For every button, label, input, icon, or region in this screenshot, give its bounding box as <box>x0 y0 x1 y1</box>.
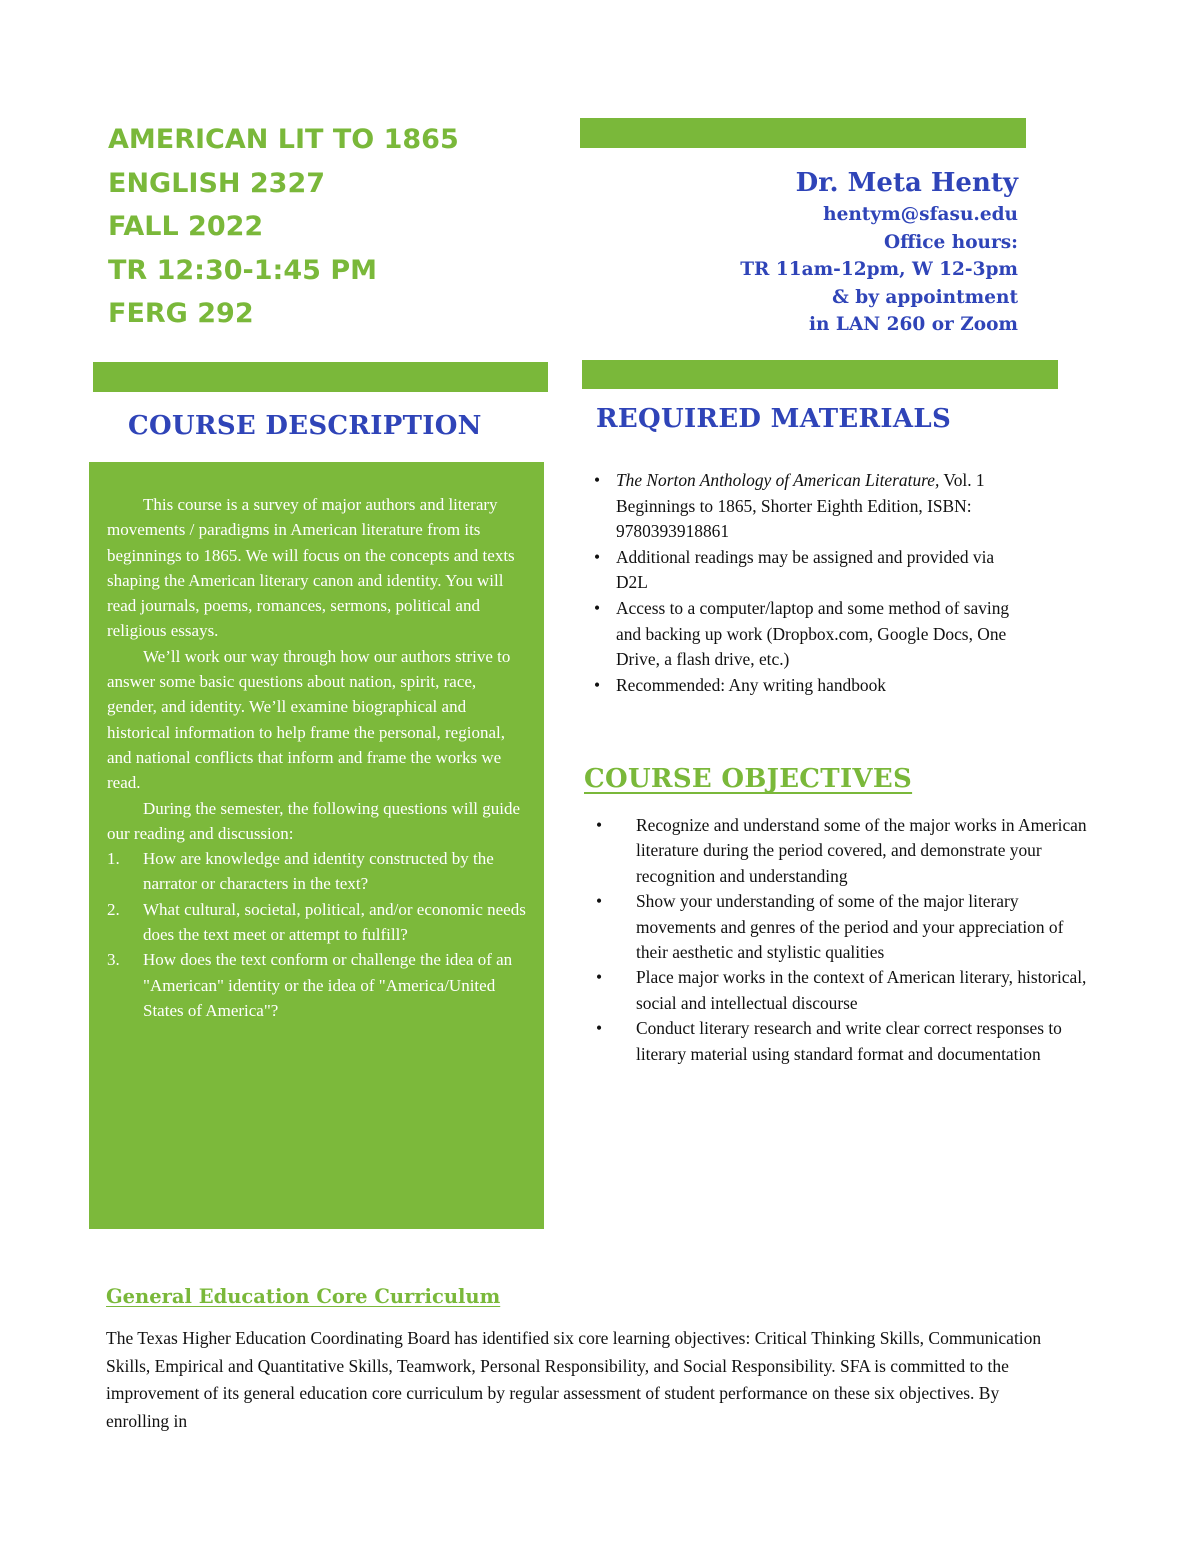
material-item <box>590 596 1030 673</box>
course-room: FERG 292 <box>108 298 254 329</box>
material-text: Access to a computer/laptop and some method of saving and backing up work (Dropbox.com, Google Docs, One Drive, a flash drive, etc.) <box>616 597 1010 670</box>
course-description-text <box>107 492 527 1023</box>
instructor-info <box>600 165 1018 339</box>
material-item <box>590 545 1030 596</box>
course-title: AMERICAN LIT TO 1865 <box>108 124 459 155</box>
guiding-question <box>107 846 527 897</box>
textbook-title: The Norton Anthology of American Literature, <box>616 470 940 490</box>
top-right-divider <box>580 118 1026 148</box>
guiding-questions-list <box>107 846 527 1023</box>
left-section-divider <box>93 362 548 392</box>
bullet-icon: • <box>596 815 603 835</box>
bullet-icon: • <box>596 891 603 912</box>
question-number: 1. <box>107 849 120 869</box>
bullet-icon: • <box>596 1018 603 1039</box>
description-paragraph: We’ll work our way through how our authors strive to answer some basic questions about nation, spirit, race, gender, and identity. We’ll examine biographical and historical information to help frame the personal, regional, and national conflicts that inform and frame the works we read. <box>107 646 511 793</box>
bullet-icon: • <box>594 597 601 618</box>
textbook-details: Vol. 1 Beginnings to 1865, Shorter Eighth Edition, ISBN: 9780393918861 <box>616 470 985 542</box>
office-hours-times: TR 11am-12pm, W 12-3pm <box>740 259 1018 280</box>
material-text: Recommended: Any writing handbook <box>616 674 886 695</box>
question-text: How does the text conform or challenge the idea of an "American" identity or the idea of "America/United States of America"? <box>143 950 513 1020</box>
right-section-divider <box>582 360 1058 389</box>
general-education-paragraph: The Texas Higher Education Coordinating Board has identified six core learning objectives: Critical Thinking Skills, Communication Skills, Empirical and Quantitative Skills, Teamwork, Personal Responsibility, and Social Responsibility. SFA is committed to the improvement of its general education core curriculum by regular assessment of student performance on these six objectives. By enrolling in <box>106 1328 1042 1431</box>
objective-text: Place major works in the context of American literary, historical, social and intellectual discourse <box>636 967 1087 1013</box>
office-hours-label: Office hours: <box>883 231 1018 253</box>
general-education-text <box>106 1325 1066 1435</box>
general-education-heading: General Education Core Curriculum <box>106 1285 501 1308</box>
question-number: 3. <box>107 950 120 970</box>
objective-item <box>590 889 1095 965</box>
course-description-heading: COURSE DESCRIPTION <box>128 411 482 441</box>
office-location: in LAN 260 or Zoom <box>809 314 1018 335</box>
course-objectives-list <box>590 813 1095 1067</box>
required-materials-heading: REQUIRED MATERIALS <box>596 404 952 434</box>
instructor-name: Dr. Meta Henty <box>795 168 1018 198</box>
description-paragraph: This course is a survey of major authors and literary movements / paradigms in American literature from its beginnings to 1865. We will focus on the concepts and texts shaping the American literary canon and identity. You will read journals, poems, romances, sermons, political and religious essays. <box>107 495 515 641</box>
question-text: What cultural, societal, political, and/or economic needs does the text meet or attempt to fulfill? <box>143 899 526 945</box>
objective-text: Show your understanding of some of the major literary movements and genres of the period and your appreciation of their aesthetic and stylistic qualities <box>636 891 1064 963</box>
guiding-question <box>107 947 527 1023</box>
course-time: TR 12:30-1:45 PM <box>108 254 377 286</box>
bullet-icon: • <box>594 546 601 567</box>
material-item <box>590 673 1030 699</box>
objective-text: Recognize and understand some of the major works in American literature during the period covered, and demonstrate your recognition and understanding <box>636 815 1087 886</box>
bullet-icon: • <box>594 674 601 695</box>
guiding-question <box>107 897 527 948</box>
question-number: 2. <box>107 899 120 919</box>
course-term: FALL 2022 <box>108 211 264 242</box>
course-objectives-heading: COURSE OBJECTIVES <box>584 764 913 794</box>
question-text: How are knowledge and identity constructed by the narrator or characters in the text? <box>143 849 494 894</box>
course-number: ENGLISH 2327 <box>108 167 326 199</box>
required-materials-list <box>590 468 1030 698</box>
course-info <box>108 118 568 336</box>
bullet-icon: • <box>596 967 603 988</box>
objective-item <box>590 813 1095 889</box>
material-item <box>590 468 1030 545</box>
instructor-email[interactable]: hentym@sfasu.edu <box>823 204 1018 225</box>
course-description-box <box>89 462 544 1229</box>
objective-text: Conduct literary research and write clear correct responses to literary material using standard format and documentation <box>636 1018 1062 1064</box>
objective-item <box>590 1016 1095 1067</box>
material-text: Additional readings may be assigned and provided via D2L <box>616 546 995 593</box>
office-hours-appointment: & by appointment <box>832 286 1018 308</box>
description-paragraph: During the semester, the following questions will guide our reading and discussion: <box>107 798 521 843</box>
objective-item <box>590 965 1095 1016</box>
bullet-icon: • <box>594 470 601 490</box>
